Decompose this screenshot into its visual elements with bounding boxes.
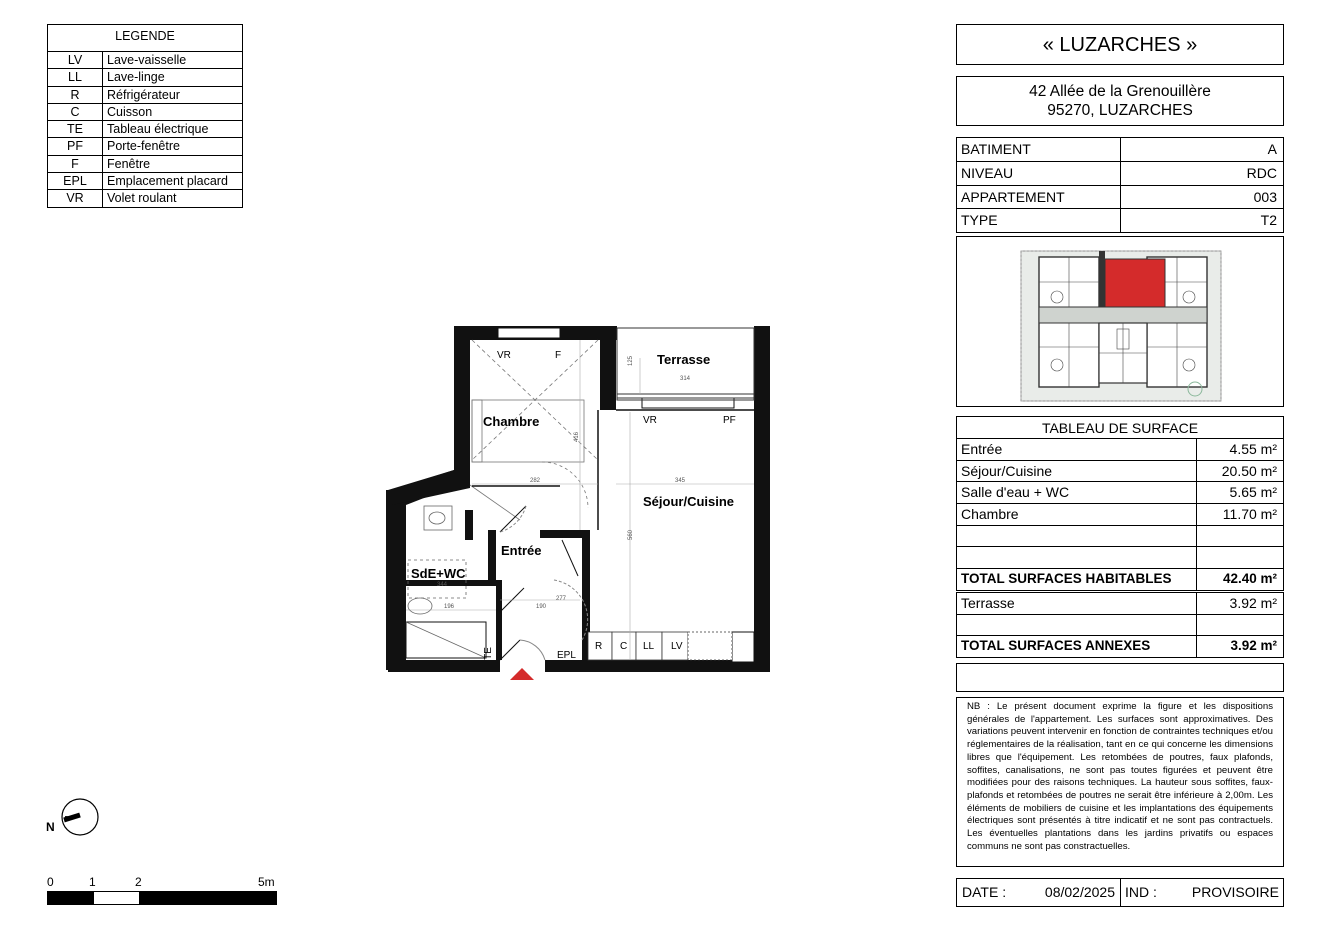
info-row (957, 209, 1283, 232)
total-annex-label: TOTAL SURFACES ANNEXES (957, 636, 1197, 657)
disclaimer-note: NB : Le présent document exprime la figure et les dispositions générales de l'appartement. Les surfaces sont approximatives. Des variations peuvent intervenir en fonction de contraintes techniques et/ou réglementaires de la réalisation, tant en ce qui concerne les dimensions libres que l'équipement. Les retombées de poutres, faux plafonds, soffites, canalisations, ne sont pas toutes figurées et peuvent être modifiées pour des raisons techniques. La hauteur sous soffites, faux-plafonds et retombées de poutres ne serait être inférieure à 2,00m. Les éléments de mobiliers de cuisine et les implantations des équipements électriques sont présentés à titre indicatif et ne sont pas contractuels. Les éventuelles plantations dans les jardins privatifs ou espaces communs ne sont pas constractuelles. (956, 697, 1284, 867)
legend-label: Volet roulant (107, 191, 177, 206)
total-habitable-value: 42.40 m² (1222, 571, 1277, 587)
legend-label: Emplacement placard (107, 174, 228, 189)
scale-label-0: 0 (47, 875, 54, 889)
dim-196: 196 (444, 604, 455, 610)
surface-row (957, 615, 1283, 637)
floor-plan (0, 0, 800, 720)
info-key: BATIMENT (957, 138, 1121, 161)
mark-te: TE (482, 647, 494, 660)
legend-code: PF (48, 138, 103, 154)
address-line1: 42 Allée de la Grenouillère (1029, 83, 1211, 100)
scale-bar-graphic (47, 891, 279, 907)
dim-345: 345 (675, 478, 686, 484)
surface-room-name: Salle d'eau + WC (957, 482, 1197, 503)
room-sejour-cuisine: Séjour/Cuisine (643, 494, 735, 509)
date-bar (956, 878, 1284, 907)
date-label: DATE : (962, 884, 1007, 900)
mark-epl: EPL (557, 650, 576, 661)
legend-label: Tableau électrique (107, 122, 209, 137)
surface-row (957, 439, 1283, 461)
legend-code: TE (48, 121, 103, 137)
surface-area-value: 11.70 m² (1222, 506, 1277, 523)
dim-344: 344 (437, 582, 448, 588)
legend-label: Lave-vaisselle (107, 53, 187, 67)
date-value: 08/02/2025 (1044, 884, 1115, 900)
key-plan (956, 236, 1284, 407)
info-value: T2 (1260, 212, 1277, 229)
dim-190: 190 (536, 604, 547, 610)
project-address (956, 76, 1284, 126)
info-key: TYPE (957, 209, 1121, 232)
dim-125: 125 (628, 355, 635, 367)
scale-label-5m: 5m (258, 875, 275, 889)
key-plan-drawing (957, 237, 1283, 406)
total-annex-row (957, 636, 1283, 657)
dim-416: 416 (574, 431, 581, 443)
compass-north-label: N (46, 820, 55, 834)
mark-vr-sejour: VR (643, 415, 657, 426)
surface-area-value (1197, 615, 1283, 636)
legend-code: F (48, 156, 103, 172)
legend-code: C (48, 104, 103, 120)
legend-code: EPL (48, 173, 103, 189)
room-entree: Entrée (501, 543, 542, 558)
surface-row (957, 526, 1283, 548)
legend-label: Porte-fenêtre (107, 139, 180, 154)
legend-label: Fenêtre (107, 156, 151, 171)
mark-r: R (595, 641, 603, 652)
ind-label: IND : (1125, 884, 1157, 900)
legend-title: LEGENDE (48, 25, 242, 52)
surface-area-value: 3.92 m² (1229, 595, 1277, 611)
blank-box (956, 663, 1284, 692)
surface-area-value: 20.50 m² (1221, 462, 1277, 479)
info-row (957, 162, 1283, 186)
total-habitable-label: TOTAL SURFACES HABITABLES (957, 569, 1197, 590)
mark-vr-chambre: VR (497, 350, 511, 361)
scale-label-1: 1 (89, 875, 96, 889)
surface-room-name: Séjour/Cuisine (957, 461, 1197, 482)
ind-value: PROVISOIRE (1191, 884, 1279, 900)
surface-room-name (957, 547, 1197, 568)
annex-table (956, 592, 1284, 658)
scale-label-2: 2 (135, 875, 142, 889)
info-row (957, 138, 1283, 162)
legend-code: R (48, 87, 103, 103)
info-key: APPARTEMENT (957, 186, 1121, 209)
total-annex-value: 3.92 m² (1230, 638, 1277, 654)
legend-label: Lave-linge (107, 70, 165, 85)
legend-code: LV (48, 52, 103, 68)
surface-room-name: Entrée (957, 439, 1197, 460)
info-key: NIVEAU (957, 162, 1121, 185)
north-compass (44, 796, 104, 840)
surface-room-name: Terrasse (957, 593, 1197, 614)
mark-pf-sejour: PF (723, 415, 736, 426)
legend-label: Cuisson (107, 104, 153, 119)
address-line2: 95270, LUZARCHES (1047, 102, 1193, 119)
dim-560: 560 (628, 529, 635, 541)
dim-282: 282 (530, 478, 541, 484)
legend-code: VR (48, 190, 103, 206)
surface-table-title: TABLEAU DE SURFACE (957, 417, 1283, 439)
legend-code: LL (48, 69, 103, 85)
project-title: « LUZARCHES » (956, 24, 1284, 65)
surface-room-name (957, 615, 1197, 636)
mark-lv: LV (671, 641, 683, 652)
surface-table (956, 416, 1284, 591)
dim-277: 277 (556, 596, 567, 602)
info-table (956, 137, 1284, 233)
info-value: RDC (1246, 164, 1277, 181)
dim-314: 314 (680, 376, 691, 382)
mark-f-chambre: F (555, 350, 562, 361)
room-terrasse: Terrasse (657, 352, 711, 367)
room-sde-wc: SdE+WC (411, 566, 466, 581)
scale-bar (47, 875, 287, 909)
info-value: A (1267, 141, 1277, 157)
surface-row (957, 547, 1283, 569)
legend-label: Réfrigérateur (107, 87, 180, 102)
surface-room-name (957, 526, 1197, 547)
mark-c: C (620, 641, 628, 652)
surface-room-name: Chambre (957, 504, 1197, 525)
surface-row (957, 461, 1283, 483)
total-habitable-row (957, 569, 1283, 590)
surface-row (957, 482, 1283, 504)
surface-area-value (1197, 526, 1283, 547)
room-chambre: Chambre (483, 414, 540, 429)
surface-row (957, 504, 1283, 526)
surface-area-value: 4.55 m² (1229, 441, 1277, 457)
info-row (957, 186, 1283, 210)
mark-ll: LL (643, 641, 655, 652)
surface-area-value (1197, 547, 1283, 568)
surface-row (957, 593, 1283, 615)
info-value: 003 (1253, 188, 1277, 205)
surface-area-value: 5.65 m² (1229, 484, 1277, 501)
